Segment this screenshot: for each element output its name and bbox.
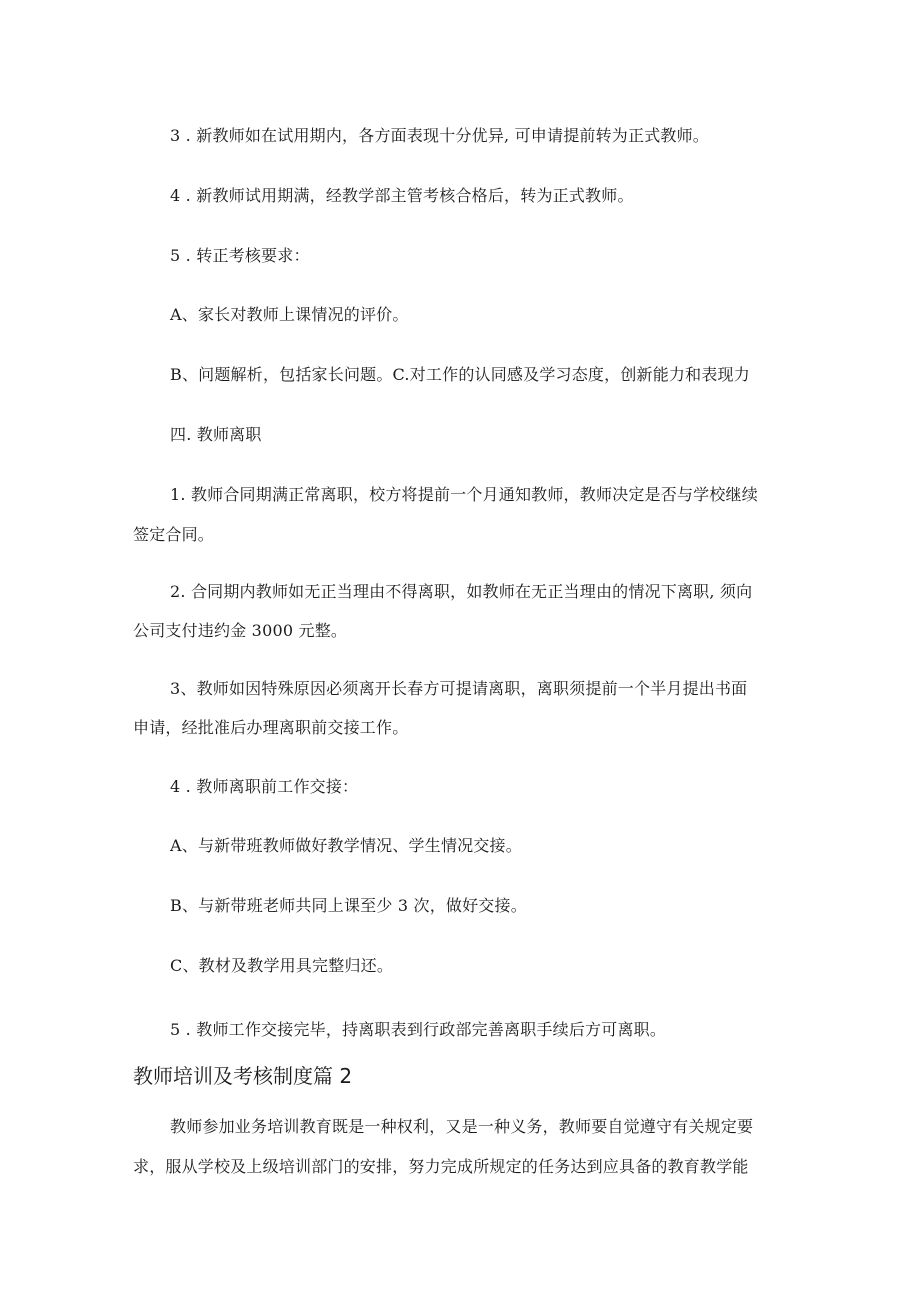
list-item: A、与新带班教师做好教学情况、学生情况交接。 [170,836,522,855]
paragraph-line: 3、教师如因特殊原因必须离开长春方可提请离职，离职须提前一个半月提出书面 [170,679,748,698]
list-item: 5 . 转正考核要求： [170,246,310,265]
list-item: 5 . 教师工作交接完毕，持离职表到行政部完善离职手续后方可离职。 [170,1020,667,1039]
list-item: C、教材及教学用具完整归还。 [170,956,394,975]
paragraph-line: 2. 合同期内教师如无正当理由不得离职，如教师在无正当理由的情况下离职, 须向 [170,582,753,601]
list-item: 4 . 新教师试用期满，经教学部主管考核合格后，转为正式教师。 [170,186,634,205]
list-item: 3 . 新教师如在试用期内，各方面表现十分优异, 可申请提前转为正式教师。 [170,126,710,145]
paragraph-line: 1. 教师合同期满正常离职，校方将提前一个月通知教师，教师决定是否与学校继续 [170,485,758,504]
paragraph-line: 申请，经批准后办理离职前交接工作。 [133,718,409,737]
list-item: 4 . 教师离职前工作交接： [170,777,359,796]
section-title: 四. 教师离职 [170,425,262,444]
paragraph-line: 签定合同。 [133,525,215,544]
list-item: B、与新带班老师共同上课至少 3 次，做好交接。 [170,896,527,915]
list-item: B、问题解析，包括家长问题。C.对工作的认同感及学习态度，创新能力和表现力 [170,365,750,384]
section-heading: 教师培训及考核制度篇 2 [133,1064,353,1088]
paragraph-line: 教师参加业务培训教育既是一种权利，又是一种义务，教师要自觉遵守有关规定要 [170,1117,754,1136]
paragraph-line: 求，服从学校及上级培训部门的安排，努力完成所规定的任务达到应具备的教育教学能 [133,1157,749,1176]
list-item: A、家长对教师上课情况的评价。 [170,305,409,324]
paragraph-line: 公司支付违约金 3000 元整。 [133,621,348,640]
